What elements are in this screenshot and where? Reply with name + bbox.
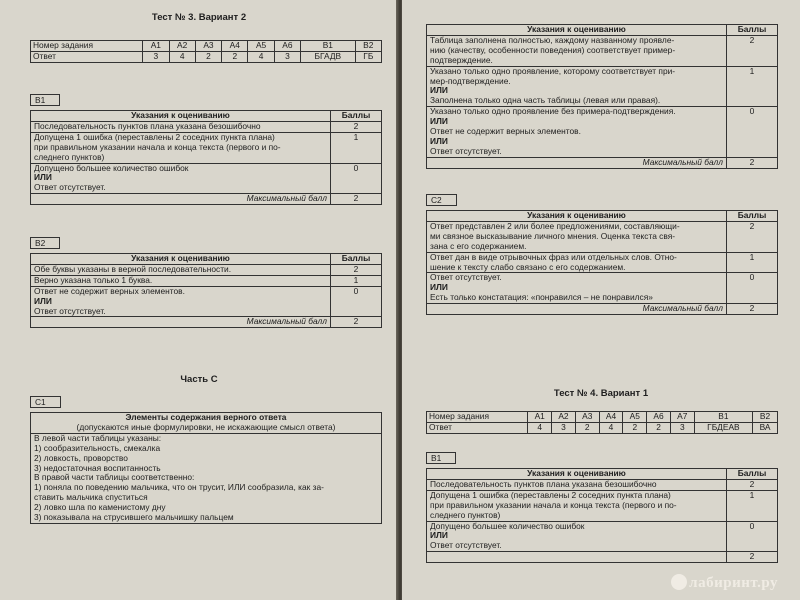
criterion-line: при правильном указании начала и конца текста (первого и по- [34,141,281,152]
task-number-label: Номер задания [31,41,143,52]
points-value: 2 [727,35,778,66]
task-number-cell: А5 [248,41,274,52]
criterion-line: Есть только констатация: «понравился – не понравился» [430,292,653,303]
task-number-cell: А2 [552,412,576,423]
points-value: 0 [727,521,778,552]
task-number-cell: А2 [169,41,195,52]
criterion-line: ми связное высказывание личного мнения. Оценка текста свя- [430,230,676,241]
points-value: 0 [727,107,778,158]
scoring-row [427,252,778,273]
c1-scoring-table [426,24,778,169]
task-number-cell: А3 [195,41,221,52]
answer-element-line: 3) показывала на струсившего мальчишку пальцем [34,512,234,523]
criterion-line: ИЛИ [430,85,448,96]
answer-value-cell: 4 [599,422,623,433]
criterion-text [427,221,727,252]
scoring-row [427,221,778,252]
scoring-row [31,132,382,163]
answer-value-cell: 3 [274,51,300,62]
max-score-label: Максимальный балл [427,304,727,315]
c2-scoring-table [426,210,778,315]
part-c-heading: Часть С [180,374,218,385]
criterion-line: Ответ отсутствует. [430,540,502,551]
b2-tag: В2 [30,237,60,249]
criteria-header: Указания к оцениванию [427,211,727,222]
criterion-text [427,273,727,304]
test-title: Тест № 3. Вариант 2 [151,12,247,23]
answer-label: Ответ [427,422,528,433]
criterion-text [31,264,331,275]
criterion-line: Ответ дан в виде отрывочных фраз или отдельных слов. Отно- [430,251,677,262]
answer-key-table [426,411,778,434]
c2-tag: С2 [426,194,457,206]
b1-tag: В1 [426,452,456,464]
task-number-cell: А4 [599,412,623,423]
criterion-line: при правильном указании начала и конца текста (первого и по- [430,499,677,510]
max-score-row [427,304,778,315]
max-score-row [427,552,778,563]
max-score-label [427,552,727,563]
criterion-text [427,252,727,273]
scoring-row [427,273,778,304]
criteria-header: Указания к оцениванию [31,254,331,265]
criteria-header: Указания к оцениванию [427,469,727,480]
criterion-text [427,479,727,490]
criterion-line: Ответ не содержит верных элементов. [430,126,581,137]
right-page [402,0,800,600]
task-number-cell: В1 [694,412,752,423]
points-header: Баллы [331,254,382,265]
answer-value-cell: 2 [623,422,647,433]
answer-value-cell: 3 [670,422,694,433]
criterion-line: шение к тексту слабо связано с его содержанием. [430,261,626,272]
points-value: 0 [727,273,778,304]
c1-tag: С1 [30,396,61,408]
points-value: 2 [331,264,382,275]
left-page [0,0,398,600]
criterion-line: Таблица заполнена полностью, каждому названному проявле- [430,34,675,45]
criterion-line: Последовательность пунктов плана указана безошибочно [430,478,657,489]
points-header: Баллы [727,469,778,480]
criterion-line: ИЛИ [430,116,448,127]
criterion-line: мер-подтверждение. [430,75,511,86]
points-value: 1 [331,275,382,286]
points-header: Баллы [727,25,778,36]
b2-block [30,233,382,328]
answer-element-line: 3) недостаточная воспитанность [34,462,161,473]
criterion-line: следнего пунктов) [430,509,501,520]
answer-value-cell: 2 [222,51,248,62]
answer-element-line: ставить мальчика спуститься [34,492,148,503]
task-number-label: Номер задания [427,412,528,423]
points-value: 2 [331,121,382,132]
watermark-text: лабиринт.ру [689,575,778,591]
criterion-text [31,132,331,163]
task-number-cell: В2 [753,412,778,423]
scoring-row [31,163,382,194]
scoring-row [31,264,382,275]
criterion-text [427,521,727,552]
scoring-row [427,479,778,490]
criterion-line: Указано только одно проявление, которому соответствует при- [430,65,676,76]
points-header: Баллы [331,111,382,122]
criterion-line: Заполнена только одна часть таблицы (левая или правая). [430,95,661,106]
b1-scoring-table [30,110,382,205]
answer-element-line: В правой части таблицы соответственно: [34,472,195,483]
answer-value-cell: 2 [647,422,671,433]
scoring-row [427,66,778,107]
criterion-text [427,490,727,521]
criterion-line: Ответ отсутствует. [34,305,106,316]
answer-value-cell: 2 [195,51,221,62]
points-value: 0 [331,286,382,317]
criterion-line: Обе буквы указаны в верной последовательности. [34,263,232,274]
answer-element-line: 1) поняла по поведению мальчика, что он трусит, ИЛИ сообразила, как за- [34,482,324,493]
criterion-line: ИЛИ [430,282,448,293]
max-score-label: Максимальный балл [427,157,727,168]
points-value: 1 [727,66,778,107]
task-number-cell: А6 [647,412,671,423]
criterion-line: ИЛИ [430,530,448,541]
labirint-logo-icon [671,574,687,590]
c1-answer-elements [31,433,382,523]
criterion-line: ИЛИ [34,295,52,306]
answer-element-line: В левой части таблицы указаны: [34,432,162,443]
scoring-row [427,490,778,521]
criterion-line: ИЛИ [430,135,448,146]
c1-subheading: (допускаются иные формулировки, не искажающие смысл ответа) [76,421,336,432]
test-title: Тест № 4. Вариант 1 [553,388,649,399]
answer-value-cell: 4 [248,51,274,62]
answer-value-cell: 3 [552,422,576,433]
points-value: 1 [727,490,778,521]
criterion-line: Ответ отсутствует. [34,182,106,193]
points-value: 2 [727,221,778,252]
task-number-cell: А1 [528,412,552,423]
task-number-cell: А6 [274,41,300,52]
criterion-line: следнего пунктов) [34,151,105,162]
criterion-line: нию (качеству, особенности поведения) соответствует пример- [430,44,676,55]
b1-tag: В1 [30,94,60,106]
answer-value-cell: 4 [169,51,195,62]
max-score-value: 2 [331,317,382,328]
criterion-line: Ответ отсутствует. [430,145,502,156]
c1-block [30,392,382,524]
scoring-row [427,35,778,66]
b1-scoring-table [426,468,778,563]
answer-value-cell: ВА [753,422,778,433]
c1-scoring-block [426,24,778,169]
answer-value-cell: ГБДЕАВ [694,422,752,433]
max-score-label: Максимальный балл [31,317,331,328]
max-score-row [427,157,778,168]
scoring-row [427,107,778,158]
max-score-value: 2 [727,157,778,168]
max-score-row [31,194,382,205]
task-number-cell: А3 [575,412,599,423]
c2-block [426,190,778,315]
criterion-line: Допущена 1 ошибка (переставлены 2 соседних пункта плана) [34,131,275,142]
watermark [671,574,778,592]
points-value: 2 [727,479,778,490]
scoring-row [31,275,382,286]
criterion-text [31,121,331,132]
answer-value-cell: БГАДВ [301,51,356,62]
criterion-line: Ответ представлен 2 или более предложениями, составляющи- [430,220,680,231]
points-header: Баллы [727,211,778,222]
answer-element-line: 1) сообразительность, смекалка [34,442,161,453]
task-number-cell: А4 [222,41,248,52]
points-value: 1 [331,132,382,163]
task-number-cell: А1 [143,41,169,52]
scoring-row [31,121,382,132]
criterion-text [31,163,331,194]
task-number-cell: А5 [623,412,647,423]
criterion-line: Ответ отсутствует. [430,272,502,283]
max-score-label: Максимальный балл [31,194,331,205]
criteria-header: Указания к оцениванию [427,25,727,36]
max-score-row [31,317,382,328]
points-value: 1 [727,252,778,273]
criterion-line: Допущено большее количество ошибок [34,162,189,173]
task-number-cell: А7 [670,412,694,423]
c1-heading: Элементы содержания верного ответа [125,412,287,422]
criterion-line: Последовательность пунктов плана указана безошибочно [34,120,261,131]
criterion-text [427,35,727,66]
criterion-line: подтверждение. [430,54,493,65]
answer-label: Ответ [31,51,143,62]
criteria-header: Указания к оцениванию [31,111,331,122]
c1-content-table [30,412,382,524]
criterion-line: Ответ не содержит верных элементов. [34,285,185,296]
criterion-line: зана с его содержанием. [430,240,527,251]
b1-block [30,90,382,205]
task-number-cell: В1 [301,41,356,52]
criterion-line: Допущена 1 ошибка (переставлены 2 соседних пункта плана) [430,489,671,500]
answer-value-cell: 3 [143,51,169,62]
max-score-value: 2 [727,304,778,315]
criterion-text [31,275,331,286]
max-score-value: 2 [331,194,382,205]
criterion-text [427,107,727,158]
criterion-text [31,286,331,317]
answer-value-cell: 4 [528,422,552,433]
criterion-line: ИЛИ [34,172,52,183]
b2-scoring-table [30,253,382,328]
task-number-cell: В2 [355,41,381,52]
answer-value-cell: ГБ [355,51,381,62]
answer-element-line: 2) ловкость, проворство [34,452,128,463]
criterion-line: Допущено большее количество ошибок [430,520,585,531]
scoring-row [427,521,778,552]
answer-key-table [30,40,382,63]
answer-value-cell: 2 [575,422,599,433]
points-value: 0 [331,163,382,194]
criterion-text [427,66,727,107]
b1-block [426,448,778,563]
criterion-line: Верно указана только 1 буква. [34,274,153,285]
scoring-row [31,286,382,317]
max-score-value: 2 [727,552,778,563]
answer-element-line: 2) ловко шла по каменистому дну [34,502,166,513]
criterion-line: Указано только одно проявление без примера-подтверждения. [430,106,676,117]
